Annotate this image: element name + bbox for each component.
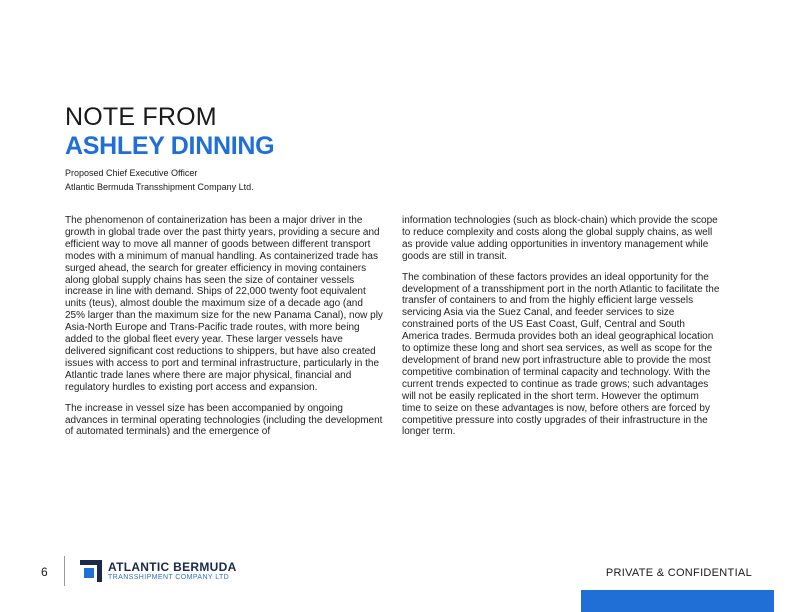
paragraph: information technologies (such as block-chain) which provide the scope to reduce complexity and costs along the global supply chains, as well as provide value adding opportunities in inventory management while goods are still in transit.: [402, 215, 718, 262]
paragraph: The phenomenon of containerization has been a major driver in the growth in global trade over the past thirty years, providing a secure and efficient way to move all manner of goods between different transport modes with a minimum of manual handling. As containerized trade has surged ahead, the search for greater efficiency in moving containers along global supply chains has seen the size of container vessels increase in line with demand. Ships of 22,000 twenty foot equivalent units (teus), almost double the maximum size of a decade ago (and 25% larger than the maximum size for the new Panama Canal), now ply Asia-North Europe and Trans-Pacific trade routes, with more being added to the global fleet every year. These larger vessels have delivered significant cost reductions to shippers, but have also created issues with access to port and terminal infrastructure, particularly in the Atlantic trade lanes where there are major physical, financial and regulatory hurdles to existing port access and expansion.: [65, 215, 383, 393]
heading-line-1: NOTE FROM: [65, 103, 217, 131]
byline-company: Atlantic Bermuda Transshipment Company Ltd.: [65, 182, 254, 192]
abt-logo-icon: [80, 560, 102, 582]
logo-name: ATLANTIC BERMUDA: [108, 560, 237, 574]
byline-role: Proposed Chief Executive Officer: [65, 168, 198, 178]
confidential-label: PRIVATE & CONFIDENTIAL: [605, 567, 752, 579]
logo-subtitle: TRANSSHIPMENT COMPANY LTD: [108, 574, 230, 581]
body-column-left: [65, 215, 383, 447]
heading-line-2-name: ASHLEY DINNING: [65, 131, 275, 160]
accent-bar: [581, 590, 774, 612]
body-column-right: [402, 215, 720, 447]
paragraph: The increase in vessel size has been accompanied by ongoing advances in terminal operating technologies (including the development of automated terminals) and the emergence of: [65, 402, 383, 438]
footer-divider: [64, 556, 65, 586]
page-number: 6: [41, 565, 48, 579]
page-heading: [65, 103, 274, 161]
paragraph: The combination of these factors provides an ideal opportunity for the development of a transshipment port in the north Atlantic to facilitate the transfer of containers to and from the highly efficient large vessels servicing Asia via the Suez Canal, and feeder services to size constrained ports of the US East Coast, Gulf, Central and South America trades. Bermuda provides both an ideal geographical location to optimize these long and short sea services, as well as scope for the development of brand new port infrastructure able to provide the most competitive combination of terminal capacity and technology. With the current trends expected to continue as trade grows; such advantages will not be easily replicated in the short term. However the optimum time to seize on these advantages is now, before others are forced by competitive pressure into costly upgrades of their infrastructure in the longer term.: [402, 271, 720, 438]
byline: [65, 166, 254, 194]
